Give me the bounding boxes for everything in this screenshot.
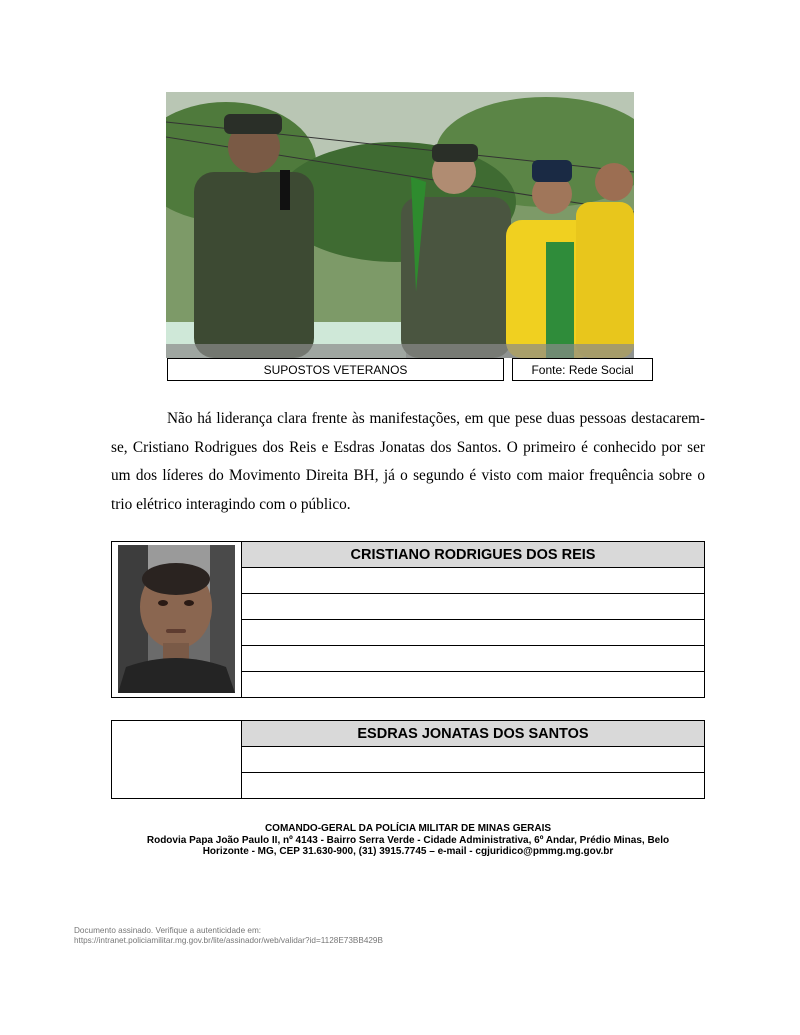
info-row: [242, 620, 705, 646]
person-card-2: [111, 720, 705, 799]
info-row: [242, 747, 705, 773]
info-row: [242, 594, 705, 620]
footer-address-2: Horizonte - MG, CEP 31.630-900, (31) 3915.7745 – e-mail - cgjuridico@pmmg.mg.gov.br: [202, 846, 614, 857]
signature-url[interactable]: https://intranet.policiamilitar.mg.gov.br/lite/assinador/web/validar?id=1128E73BB429B: [74, 936, 383, 945]
portrait-cell: [112, 542, 242, 698]
body-paragraph: Não há liderança clara frente às manifestações, em que pese duas pessoas destacarem-se, Cristiano Rodrigues dos Reis e Esdras Jonatas dos Santos. O primeiro é conhecido por ser um dos líderes do Movimento Direita BH, já o segundo é visto com maior frequência sobre o trio elétrico interagindo com o público.: [111, 410, 705, 513]
person-name-2: ESDRAS JONATAS DOS SANTOS: [242, 721, 705, 747]
photo-caption: SUPOSTOS VETERANOS: [167, 358, 504, 381]
footer-org: COMANDO-GERAL DA POLÍCIA MILITAR DE MINAS GERAIS: [264, 823, 552, 834]
person-card-1: [111, 541, 705, 698]
info-row: [242, 568, 705, 594]
signature-note: [74, 926, 383, 946]
signature-text: Documento assinado. Verifique a autenticidade em:: [74, 926, 262, 935]
person-name-1: CRISTIANO RODRIGUES DOS REIS: [242, 542, 705, 568]
info-row: [242, 773, 705, 799]
portrait-cell-empty: [112, 721, 242, 799]
photo-source: Fonte: Rede Social: [512, 358, 653, 381]
page-footer: [111, 823, 705, 858]
footer-address-1: Rodovia Papa João Paulo II, nº 4143 - Bairro Serra Verde - Cidade Administrativa, 6º Andar, Prédio Minas, Belo: [146, 834, 670, 846]
event-photo: [166, 92, 634, 358]
portrait-photo: [118, 545, 235, 693]
info-row: [242, 672, 705, 698]
info-row: [242, 646, 705, 672]
